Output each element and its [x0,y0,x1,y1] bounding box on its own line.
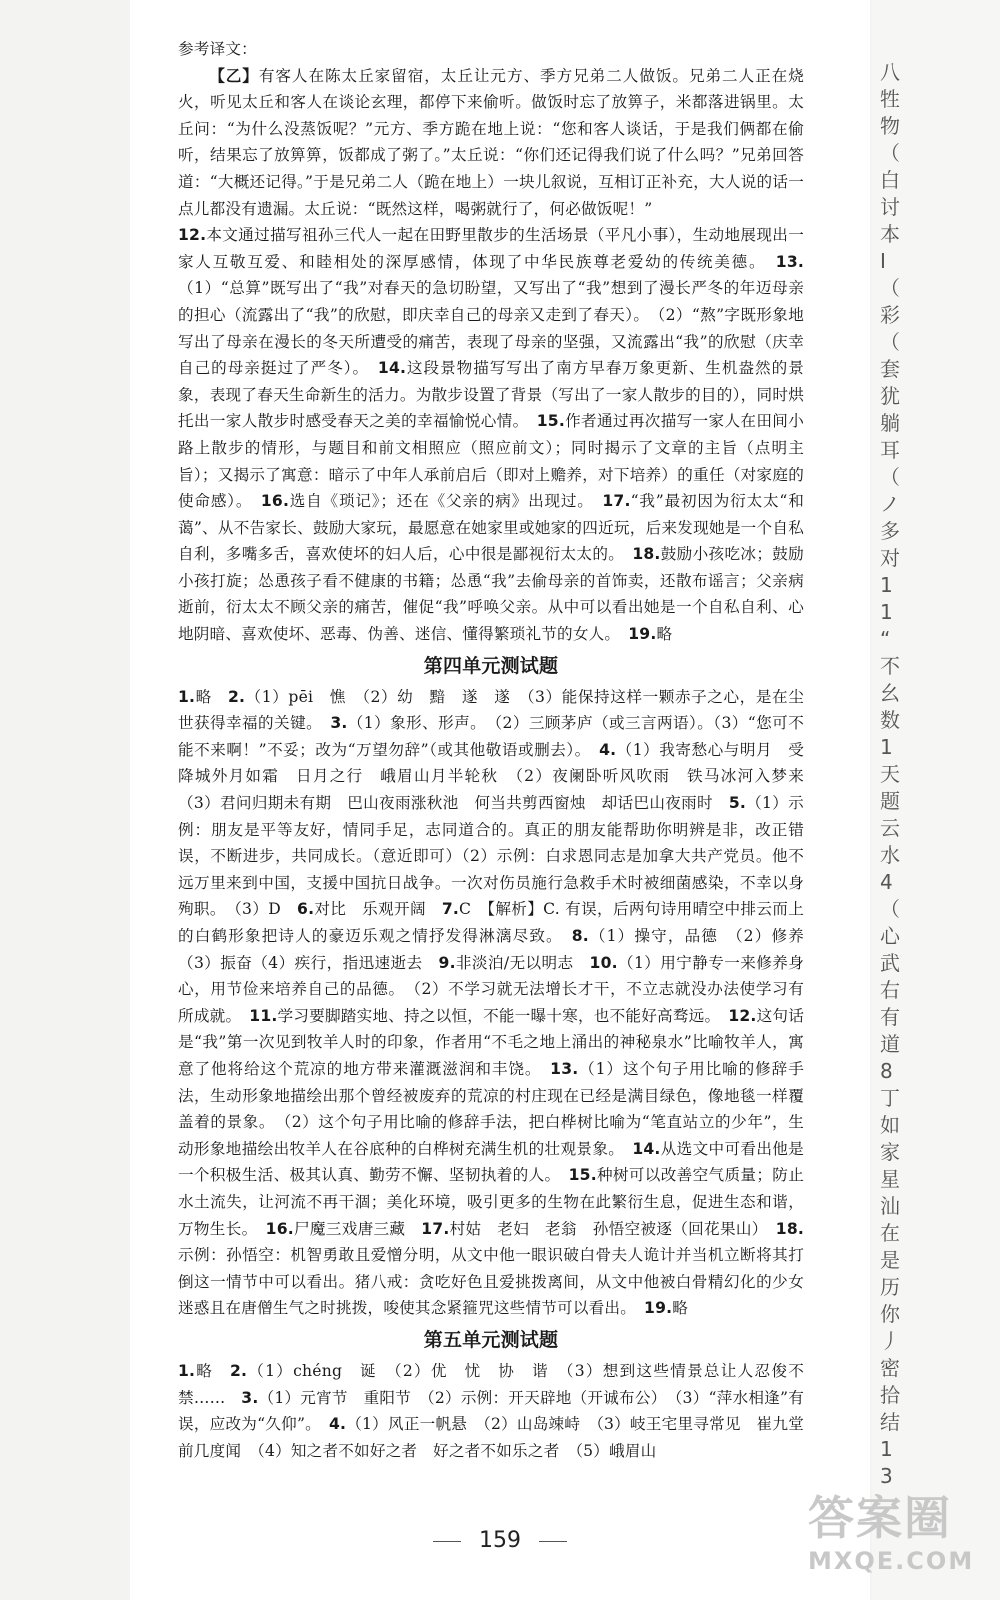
bleed-char: 天 [880,762,900,786]
answer-text: 作者通过再次描写一家人在田间小路上散步的情形，与题目和前文相照应（照应前文）；同时揭示了文章的主旨（点明主旨）；又揭示了寓意：暗示了中年人承前启后（即对上赡养，对下培养）的重任（对家庭的使命感）。 [178,412,804,511]
bleed-char: 题 [880,789,900,813]
answer-number: 12. [178,226,207,245]
bleed-char: 星 [880,1167,900,1191]
answer-number: 2. [227,687,246,706]
answer-number: 4. [599,740,617,759]
answer-number: 17. [602,492,631,511]
bleed-char: 八 [880,60,900,84]
bleed-char: 历 [880,1275,900,1299]
bleed-char: 1 [880,600,893,624]
answer-number: 10. [589,953,618,972]
answer-text: （1）“总算”既写出了“我”对春天的急切盼望，又写出了“我”想到了漫长严冬的年迈母亲的担心（流露出了“我”的欣慰，即庆幸自己的母亲又走到了春天）。 （2）“熬”字既形象地写出了母亲在漫长的冬天所遭受的痛苦，表现了母亲的坚强，又流露出“我”的欣慰（庆幸自己的母亲挺过了严冬）。 [178,279,804,378]
bleed-char: 心 [880,924,900,948]
answer-number: 19. [644,1299,673,1318]
answers-part3 [178,222,804,648]
answer-text: 略 [195,1361,214,1380]
answer-text: （1）风正一帆悬 （2）山岛竦峙 （3）岐王宅里寻常见 崔九堂前几度闻 （4）知之者不如好之者 好之者不如乐之者 （5）峨眉山 [178,1415,804,1460]
answer-number: 6. [297,900,315,919]
bleed-char: 丿 [880,1329,900,1353]
bleed-char: 彩 [880,303,900,327]
bleed-char: 本 [880,222,900,246]
answer-text: （1）这个句子用比喻的修辞手法，生动形象地描绘出那个曾经被废弃的荒凉的村庄现在已经是满目绿色，像地毯一样覆盖着的景象。 （2）这个句子用比喻的修辞手法，把白桦树比喻为“笔直站立的少年”，生动形象地描绘出牧羊人在谷底种的白桦树充满生机的壮观景象。 [178,1059,804,1158]
bleed-char: 1 [880,1437,893,1461]
answer-number: 19. [628,625,657,644]
bleed-char: （ [880,897,900,921]
bleed-char: 结 [880,1410,900,1434]
translation-paragraph [178,63,804,223]
answer-text: 略 [672,1299,689,1318]
bleed-char: 在 [880,1221,900,1245]
bleed-char: 云 [880,816,900,840]
answer-number: 16. [265,1219,294,1238]
answer-text: C 【解析】C. 有误，后两句诗用晴空中排云而上的白鹤形象把诗人的豪迈乐观之情抒发得淋漓尽致。 [178,900,804,945]
bleed-char: 4 [880,870,893,894]
bleed-char: 如 [880,1113,900,1137]
translation-text: 有客人在陈太丘家留宿，太丘让元方、季方兄弟二人做饭。兄弟二人正在烧火，听见太丘和客人在谈论玄理，都停下来偷听。做饭时忘了放箅子，米都落进锅里。太丘问：“为什么没蒸饭呢？”元方、季方跪在地上说：“您和客人谈话，于是我们俩都在偷听，结果忘了放箅箅，饭都成了粥了。”太丘说：“你们还记得我们说了什么吗？”兄弟回答道：“大概还记得。”于是兄弟二人（跪在地上）一块儿叙说，互相订正补充，大人说的话一点儿都没有遗漏。太丘说：“既然这样，喝粥就行了，何必做饭呢！” [178,66,804,218]
page-number-text: 159 [479,1528,521,1553]
bleed-char: 不 [880,654,900,678]
bleed-char: 3 [880,1464,893,1488]
answer-text: （1）操守，品德 （2）修养 （3）振奋（4）疾行，指迅速逝去 [178,927,820,972]
answer-number: 3. [241,1388,259,1407]
answer-text: （1）象形、形声。 （2）三顾茅庐（或三言两语）。（3）“您可不能不来啊！”不妥；改为“万望勿辞”（或其他敬语或删去）。 [178,714,804,759]
bleed-char: 家 [880,1140,900,1164]
bleed-char: （ [880,465,900,489]
answer-content [178,36,820,1464]
answer-text: 示例：孙悟空：机智勇敢且爱憎分明，从文中他一眼识破白骨夫人诡计并当机立断将其打倒这一情节中可以看出。猪八戒：贪吃好色且爱挑拨离间，从文中他被白骨精幻化的少女迷惑且在唐僧生气之时挑拨，唆使其念紧箍咒这些情节可以看出。 [178,1246,804,1318]
page-number-dash-right [539,1541,567,1542]
answer-text: 略 [656,625,673,644]
answer-text: 尸魔三戏唐三藏 [293,1219,406,1238]
answer-text: 非淡泊/无以明志 [455,953,574,972]
bleed-char: 牲 [880,87,900,111]
bleed-char: 拾 [880,1383,900,1407]
answer-number: 13. [550,1059,579,1078]
answer-number: 4. [329,1415,347,1434]
bleed-char: 8 [880,1059,893,1083]
answer-text: 从选文中可看出他是一个积极生活、极其认真、勤劳不懈、坚韧执着的人。 [178,1139,804,1185]
bleed-char: 躺 [880,411,900,435]
bleed-char: 物 [880,114,900,138]
translation-heading: 参考译文： [178,40,257,58]
watermark-main: 答案圈 [808,1491,952,1545]
bleed-char: 对 [880,546,900,570]
bleed-char: 武 [880,951,900,975]
answer-text: 种树可以改善空气质量；防止水土流失，让河流不再干涸；美化环境，吸引更多的生物在此繁衍生息，促进生态和谐，万物生长。 [178,1166,804,1238]
bleed-char: 道 [880,1032,900,1056]
answer-number: 5. [728,794,747,813]
answer-number: 1. [178,687,196,706]
bleed-char: 多 [880,519,900,543]
answer-text: 选自《琐记》；还在《父亲的病》出现过。 [289,492,586,511]
bleed-char: I [880,249,886,273]
bleed-char: （ [880,141,900,165]
answer-text: 略 [195,687,212,706]
bleed-char: 犹 [880,384,900,408]
answer-number: 2. [229,1361,248,1380]
answer-number: 17. [421,1219,450,1238]
answer-number: 8. [571,927,589,945]
unit4-answers [178,684,820,1322]
page-number-dash-left [433,1541,461,1542]
answer-text: 这段景物描写写出了南方早春万象更新、生机盎然的景象，表现了春天生命新生的活力。为散步设置了背景（写出了一家人散步的目的），同时烘托出一家人散步时感受春天之美的幸福愉悦心情。 [178,359,804,431]
watermark-logo [808,1490,994,1594]
bleed-char: ノ [880,492,900,516]
answer-number: 15. [536,412,565,431]
answer-number: 11. [249,1006,278,1025]
bleed-char: 白 [880,168,900,192]
answer-text: （1）元宵节 重阳节 （2）示例：开天辟地（开诚布公） （3）“萍水相逢”有误，应改为“久仰”。 [178,1388,804,1434]
answer-text: （1）pēi 憔 （2）幼 黯 遂 遂 （3）能保持这样一颗赤子之心，是在尘世获得幸福的关键。 [178,687,805,733]
answer-text: 对比 乐观开阔 [314,900,426,919]
unit5-title: 第五单元测试题 [423,1328,559,1351]
bleed-char: 水 [880,843,900,867]
answer-number: 12. [728,1006,757,1025]
bleed-char: 数 [880,708,900,732]
answer-text: “我”最初因为衍太太“和蔼”、从不告家长、鼓励大家玩，最愿意在她家里或她家的四近玩，后来发现她是一个自私自利，多嘴多舌，喜欢使坏的妇人后，心中很是鄙视衍太太的。 [178,492,805,564]
answer-text: （1）我寄愁心与明月 受降城外月如霜 日月之行 峨眉山月半轮秋 （2）夜阑卧听风吹雨 铁马冰河入梦来 （3）君问归期未有期 巴山夜雨涨秋池 何当共剪西窗烛 却话巴山夜雨时 [178,740,820,813]
translation-tag: 【乙】 [209,66,259,85]
bleed-char: 套 [880,357,900,381]
bleed-char: 有 [880,1005,900,1029]
answer-number: 14. [377,359,407,378]
watermark-sub: MXQE.COM [808,1547,975,1575]
bleed-char: 你 [880,1302,900,1326]
answer-text: 这句话是“我”第一次见到牧羊人时的印象，作者用“不毛之地上涌出的神秘泉水”比喻牧羊人，寓意了他将给这个荒凉的地方带来灌溉滋润和丰饶。 [178,1006,805,1078]
answer-number: 16. [260,492,290,511]
bleed-char: （ [880,276,900,300]
bleed-char: 右 [880,978,900,1002]
answer-text: 鼓励小孩吃冰；鼓励小孩打旋；怂恿孩子看不健康的书籍；怂恿“我”去偷母亲的首饰卖，还散布谣言；父亲病逝前，衍太太不顾父亲的痛苦，催促“我”呼唤父亲。从中可以看出她是一个自私自利、心地阴暗、喜欢使坏、恶毒、伪善、迷信、懂得繁琐礼节的女人。 [178,545,804,644]
answer-number: 14. [632,1139,661,1158]
bleed-char: 幺 [880,681,900,705]
answer-text: 村姑 老妇 老翁 孙悟空被逐（回花果山） [449,1219,760,1238]
bleed-char: （ [880,330,900,354]
bleed-char: 汕 [880,1194,900,1218]
answer-text: （1）chéng 诞 （2）优 忧 协 谐 （3）想到这些情景总让人忍俊不禁…… [178,1361,804,1407]
answer-number: 3. [330,714,348,733]
answer-text: 本文通过描写祖孙三代人一起在田野里散步的生活场景（平凡小事），生动地展现出一家人互敬互爱、和睦相处的深厚感情，体现了中华民族尊老爱幼的传统美德。 [178,226,804,271]
bleed-char: 丁 [880,1086,900,1110]
answer-number: 18. [632,545,661,564]
answer-number: 15. [568,1166,597,1185]
answer-number: 7. [441,900,459,919]
answer-number: 1. [178,1361,196,1380]
bleed-char: 是 [880,1248,900,1272]
unit5-answers [178,1358,804,1464]
bleed-char: 密 [880,1356,900,1380]
unit4-title: 第四单元测试题 [423,654,559,677]
bleed-char: 讨 [880,195,900,219]
bleed-char: 1 [880,735,893,759]
answer-text: 学习要脚踏实地、持之以恒，不能一曝十寒，也不能好高骛远。 [277,1006,713,1025]
answer-number: 9. [438,953,456,972]
bleed-char: 耳 [880,438,900,462]
answer-number: 18. [775,1219,805,1238]
bleed-char: 1 [880,573,893,597]
answer-text: （1）用宁静专一来修养身心，用节俭来培养自己的品德。 （2）不学习就无法增长才干，不立志就没办法使学习有所成就。 [178,953,805,1025]
answer-text: （1）示例：朋友是平等友好，情同手足，志同道合的。真正的朋友能帮助你明辨是非，改正错误，不断进步，共同成长。（意近即可）（2）示例：白求恩同志是加拿大共产党员。他不远万里来到中国，支援中国抗日战争。一次对伤员施行急救手术时被细菌感染，不幸以身殉职。 （3）D [178,794,804,919]
answer-number: 13. [775,252,804,271]
bleed-char: “ [880,627,891,651]
